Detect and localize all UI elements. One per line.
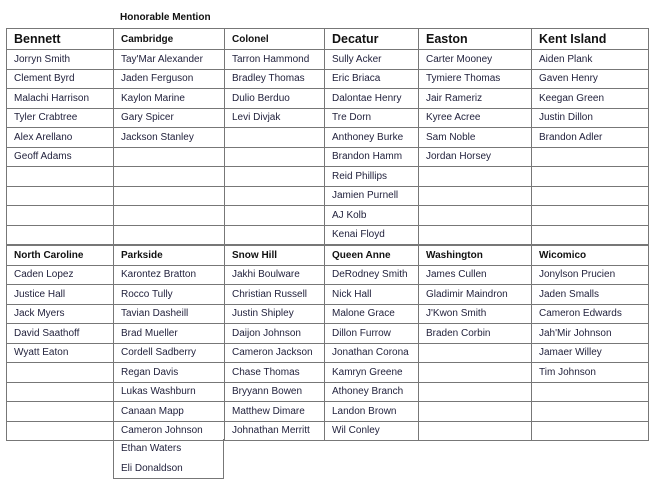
player-cell: Malachi Harrison bbox=[7, 89, 114, 109]
player-cell: Jackson Stanley bbox=[114, 128, 225, 148]
player-cell: Tyler Crabtree bbox=[7, 108, 114, 128]
table-row bbox=[7, 382, 649, 402]
player-cell: Tre Dorn bbox=[325, 108, 419, 128]
player-cell: Wyatt Eaton bbox=[7, 343, 114, 363]
table-row bbox=[7, 108, 649, 128]
table-row bbox=[7, 186, 649, 206]
player-cell: Brad Mueller bbox=[114, 324, 225, 344]
table-row bbox=[7, 363, 649, 383]
team-header-bennett: Bennett bbox=[7, 29, 114, 50]
team-header-snow-hill: Snow Hill bbox=[225, 246, 325, 266]
table-row bbox=[7, 343, 649, 363]
player-cell: Justice Hall bbox=[7, 285, 114, 305]
player-cell: Jamien Purnell bbox=[325, 186, 419, 206]
player-cell: Cameron Edwards bbox=[532, 304, 649, 324]
table-row bbox=[7, 147, 649, 167]
player-cell: Cordell Sadberry bbox=[114, 343, 225, 363]
player-cell: Gary Spicer bbox=[114, 108, 225, 128]
player-cell: David Saathoff bbox=[7, 324, 114, 344]
player-cell: Jair Rameriz bbox=[419, 89, 532, 109]
player-cell: Rocco Tully bbox=[114, 285, 225, 305]
player-cell bbox=[419, 343, 532, 363]
player-cell: Eli Donaldson bbox=[121, 462, 183, 474]
table-row bbox=[7, 69, 649, 89]
parkside-overflow-rows bbox=[113, 439, 224, 479]
player-cell: Dalontae Henry bbox=[325, 89, 419, 109]
player-cell bbox=[114, 225, 225, 245]
table-row bbox=[7, 206, 649, 226]
player-cell: Tarron Hammond bbox=[225, 50, 325, 70]
player-cell bbox=[7, 363, 114, 383]
player-cell: Karontez Bratton bbox=[114, 265, 225, 285]
table-row bbox=[7, 50, 649, 70]
team-header-queen-anne: Queen Anne bbox=[325, 246, 419, 266]
player-cell: Anthoney Burke bbox=[325, 128, 419, 148]
player-cell bbox=[419, 382, 532, 402]
player-cell: Braden Corbin bbox=[419, 324, 532, 344]
player-cell: Jaden Ferguson bbox=[114, 69, 225, 89]
table-row bbox=[7, 324, 649, 344]
player-cell: Tymiere Thomas bbox=[419, 69, 532, 89]
table-row bbox=[7, 402, 649, 422]
player-cell: Dulio Berduo bbox=[225, 89, 325, 109]
honorable-mention-table-bottom bbox=[6, 245, 649, 441]
table-row bbox=[7, 167, 649, 187]
player-cell bbox=[532, 167, 649, 187]
player-cell bbox=[532, 186, 649, 206]
player-cell bbox=[419, 363, 532, 383]
player-cell: Dillon Furrow bbox=[325, 324, 419, 344]
player-cell: Jah'Mir Johnson bbox=[532, 324, 649, 344]
header-row bbox=[7, 29, 649, 50]
table-row bbox=[7, 285, 649, 305]
player-cell bbox=[419, 402, 532, 422]
player-cell: Jack Myers bbox=[7, 304, 114, 324]
player-cell: Levi Divjak bbox=[225, 108, 325, 128]
player-cell: Lukas Washburn bbox=[114, 382, 225, 402]
table-row bbox=[7, 128, 649, 148]
player-cell bbox=[225, 225, 325, 245]
player-cell: Aiden Plank bbox=[532, 50, 649, 70]
player-cell bbox=[532, 382, 649, 402]
player-cell: James Cullen bbox=[419, 265, 532, 285]
team-header-cambridge: Cambridge bbox=[114, 29, 225, 50]
player-cell: Regan Davis bbox=[114, 363, 225, 383]
player-cell: Matthew Dimare bbox=[225, 402, 325, 422]
player-cell bbox=[7, 167, 114, 187]
player-cell bbox=[7, 225, 114, 245]
player-cell: Tavian Dasheill bbox=[114, 304, 225, 324]
player-cell: Tim Johnson bbox=[532, 363, 649, 383]
player-cell: Justin Dillon bbox=[532, 108, 649, 128]
player-cell: Kenai Floyd bbox=[325, 225, 419, 245]
team-header-wicomico: Wicomico bbox=[532, 246, 649, 266]
honorable-mention-table-top bbox=[6, 28, 649, 245]
player-cell: Canaan Mapp bbox=[114, 402, 225, 422]
player-cell: AJ Kolb bbox=[325, 206, 419, 226]
player-cell bbox=[114, 186, 225, 206]
player-cell bbox=[532, 402, 649, 422]
player-cell: J'Kwon Smith bbox=[419, 304, 532, 324]
team-header-easton: Easton bbox=[419, 29, 532, 50]
player-cell: Daijon Johnson bbox=[225, 324, 325, 344]
player-cell: Athoney Branch bbox=[325, 382, 419, 402]
player-cell: Jonylson Prucien bbox=[532, 265, 649, 285]
team-header-kent-island: Kent Island bbox=[532, 29, 649, 50]
player-cell: Geoff Adams bbox=[7, 147, 114, 167]
player-cell: Jakhi Boulware bbox=[225, 265, 325, 285]
player-cell bbox=[225, 147, 325, 167]
player-cell bbox=[7, 421, 114, 441]
player-cell bbox=[225, 206, 325, 226]
player-cell: DeRodney Smith bbox=[325, 265, 419, 285]
player-cell: Sam Noble bbox=[419, 128, 532, 148]
team-header-washington: Washington bbox=[419, 246, 532, 266]
team-header-parkside: Parkside bbox=[114, 246, 225, 266]
player-cell bbox=[225, 167, 325, 187]
player-cell: Jorryn Smith bbox=[7, 50, 114, 70]
player-cell bbox=[419, 186, 532, 206]
player-cell: Brandon Adler bbox=[532, 128, 649, 148]
player-cell: Carter Mooney bbox=[419, 50, 532, 70]
table-row bbox=[7, 265, 649, 285]
player-cell: Caden Lopez bbox=[7, 265, 114, 285]
player-cell: Clement Byrd bbox=[7, 69, 114, 89]
player-cell: Jonathan Corona bbox=[325, 343, 419, 363]
player-cell bbox=[114, 206, 225, 226]
player-cell bbox=[225, 128, 325, 148]
player-cell: Eric Briaca bbox=[325, 69, 419, 89]
player-cell bbox=[7, 382, 114, 402]
team-header-colonel: Colonel bbox=[225, 29, 325, 50]
team-header-decatur: Decatur bbox=[325, 29, 419, 50]
page-title: Honorable Mention bbox=[120, 12, 211, 23]
player-cell: Wil Conley bbox=[325, 421, 419, 441]
player-cell: Alex Arellano bbox=[7, 128, 114, 148]
player-cell: Gladimir Maindron bbox=[419, 285, 532, 305]
player-cell bbox=[532, 421, 649, 441]
player-cell bbox=[114, 147, 225, 167]
player-cell: Tay'Mar Alexander bbox=[114, 50, 225, 70]
player-cell bbox=[419, 206, 532, 226]
player-cell: Kyree Acree bbox=[419, 108, 532, 128]
player-cell bbox=[532, 206, 649, 226]
player-cell: Kaylon Marine bbox=[114, 89, 225, 109]
player-cell: Gaven Henry bbox=[532, 69, 649, 89]
player-cell: Kamryn Greene bbox=[325, 363, 419, 383]
player-cell: Bryyann Bowen bbox=[225, 382, 325, 402]
player-cell: Reid Phillips bbox=[325, 167, 419, 187]
table-row bbox=[7, 304, 649, 324]
player-cell: Jamaer Willey bbox=[532, 343, 649, 363]
player-cell: Cameron Jackson bbox=[225, 343, 325, 363]
player-cell bbox=[114, 167, 225, 187]
player-cell: Ethan Waters bbox=[121, 443, 182, 454]
player-cell: Cameron Johnson bbox=[114, 421, 225, 441]
player-cell: Brandon Hamm bbox=[325, 147, 419, 167]
player-cell: Nick Hall bbox=[325, 285, 419, 305]
table-row bbox=[7, 225, 649, 245]
table-row bbox=[7, 421, 649, 441]
player-cell: Bradley Thomas bbox=[225, 69, 325, 89]
player-cell: Sully Acker bbox=[325, 50, 419, 70]
player-cell: Malone Grace bbox=[325, 304, 419, 324]
player-cell bbox=[419, 167, 532, 187]
player-cell: Jordan Horsey bbox=[419, 147, 532, 167]
player-cell: Keegan Green bbox=[532, 89, 649, 109]
player-cell bbox=[532, 225, 649, 245]
player-cell bbox=[225, 186, 325, 206]
player-cell bbox=[419, 225, 532, 245]
player-cell: Chase Thomas bbox=[225, 363, 325, 383]
player-cell bbox=[7, 186, 114, 206]
player-cell bbox=[419, 421, 532, 441]
header-row bbox=[7, 246, 649, 266]
player-cell: Landon Brown bbox=[325, 402, 419, 422]
player-cell bbox=[532, 147, 649, 167]
player-cell: Jaden Smalls bbox=[532, 285, 649, 305]
player-cell: Justin Shipley bbox=[225, 304, 325, 324]
player-cell bbox=[7, 402, 114, 422]
player-cell: Johnathan Merritt bbox=[225, 421, 325, 441]
player-cell bbox=[7, 206, 114, 226]
team-header-north-caroline: North Caroline bbox=[7, 246, 114, 266]
table-row bbox=[7, 89, 649, 109]
player-cell: Christian Russell bbox=[225, 285, 325, 305]
